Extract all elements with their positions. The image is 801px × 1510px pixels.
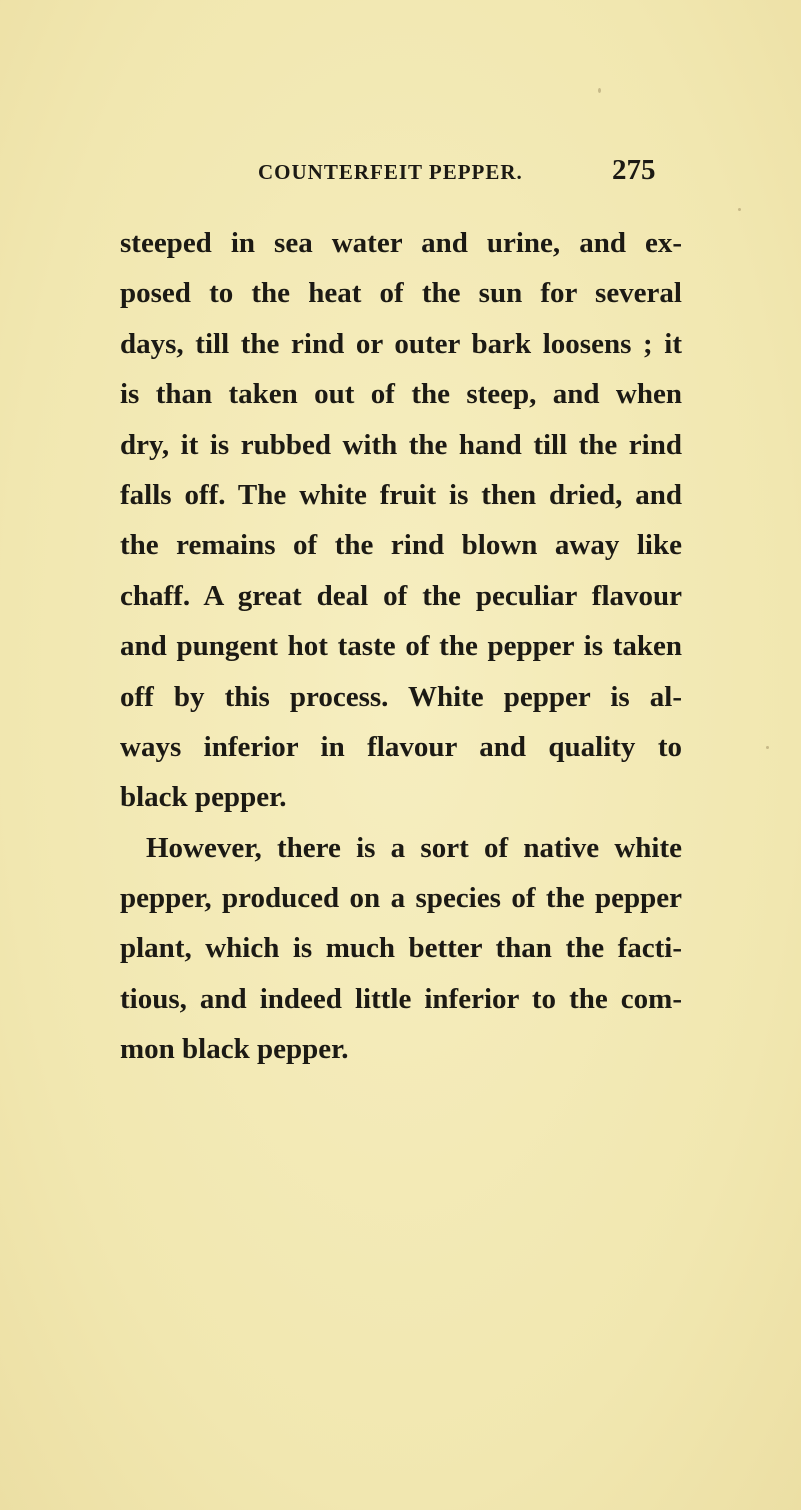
page-number: 275 xyxy=(612,154,656,186)
text-line: days, till the rind or outer bark loosens ; it xyxy=(120,327,682,360)
text-line: black pepper. xyxy=(120,781,287,814)
paper-speck xyxy=(598,88,601,93)
text-line: the remains of the rind blown away like xyxy=(120,529,682,562)
text-line: dry, it is rubbed with the hand till the rind xyxy=(120,428,682,461)
text-line: off by this process. White pepper is al- xyxy=(120,680,682,713)
paragraph-1 xyxy=(120,218,682,823)
text-line: and pungent hot taste of the pepper is taken xyxy=(120,630,682,663)
text-line: is than taken out of the steep, and when xyxy=(120,378,682,411)
text-line: However, there is a sort of native white xyxy=(146,831,682,864)
paragraph-2 xyxy=(120,823,682,1075)
running-title: COUNTERFEIT PEPPER. xyxy=(258,160,523,184)
text-line: ways inferior in flavour and quality to xyxy=(120,730,682,763)
text-line: pepper, produced on a species of the pepper xyxy=(120,882,682,915)
text-line: mon black pepper. xyxy=(120,1033,349,1066)
text-line: tious, and indeed little inferior to the com- xyxy=(120,982,682,1015)
text-line: steeped in sea water and urine, and ex- xyxy=(120,227,682,259)
body-text xyxy=(120,218,682,1075)
paper-speck xyxy=(738,208,741,211)
text-line: plant, which is much better than the facti- xyxy=(120,932,682,965)
running-head xyxy=(0,150,801,190)
paper-speck xyxy=(766,746,769,749)
text-line: posed to the heat of the sun for several xyxy=(120,277,682,310)
text-line: falls off. The white fruit is then dried, and xyxy=(120,478,682,511)
text-line: chaff. A great deal of the peculiar flavour xyxy=(120,579,682,612)
